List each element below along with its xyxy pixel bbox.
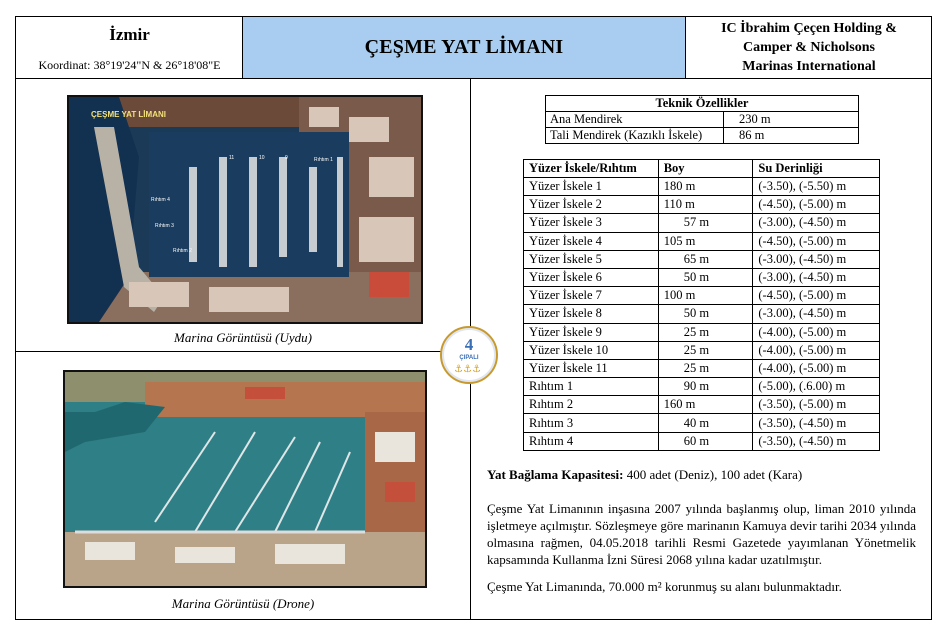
pier-label-11: 11 bbox=[229, 155, 235, 161]
rihtim-4-label: Rıhtım 4 bbox=[151, 197, 170, 203]
pier-depth: (-3.50), (-5.50) m bbox=[753, 178, 880, 196]
pier-length: 90 m bbox=[658, 378, 753, 396]
pier-depth: (-3.00), (-4.50) m bbox=[753, 214, 880, 232]
table-row bbox=[524, 250, 880, 268]
table-row bbox=[524, 268, 880, 286]
spec-value: 230 m bbox=[724, 112, 859, 128]
pier-name: Yüzer İskele 10 bbox=[524, 341, 659, 359]
history-paragraph: Çeşme Yat Limanının inşasına 2007 yılında başlanmış olup, liman 2010 yılında işletmeye açılmıştır. Sözleşmeye göre marinanın Kamuya devir tarihi 2034 yılında olmasına rağmen, 04.05.2018 tarihli Resmi Gazetede yayımlanan Yönetmelik kapsamında Kullanma İzni Süresi 2068 yılına kadar uzatılmıştır. bbox=[487, 501, 916, 567]
spec-name: Tali Mendirek (Kazıklı İskele) bbox=[546, 128, 724, 144]
pier-depth: (-3.50), (-4.50) m bbox=[753, 432, 880, 450]
satellite-caption: Marina Görüntüsü (Uydu) bbox=[174, 330, 312, 345]
spec-name: Ana Mendirek bbox=[546, 112, 724, 128]
city-name: İzmir bbox=[109, 25, 150, 44]
pier-length: 65 m bbox=[658, 250, 753, 268]
table-row bbox=[524, 341, 880, 359]
pier-depth: (-4.50), (-5.00) m bbox=[753, 232, 880, 250]
pier-depth: (-4.00), (-5.00) m bbox=[753, 341, 880, 359]
table-row bbox=[524, 414, 880, 432]
drone-caption: Marina Görüntüsü (Drone) bbox=[171, 596, 315, 611]
pier-depth: (-3.50), (-5.00) m bbox=[753, 396, 880, 414]
rihtim-2-label: Rıhtım 2 bbox=[173, 248, 192, 254]
location-cell bbox=[16, 17, 243, 79]
table-row bbox=[524, 378, 880, 396]
pier-depth: (-4.00), (-5.00) m bbox=[753, 323, 880, 341]
table-row bbox=[524, 196, 880, 214]
pier-name: Yüzer İskele 11 bbox=[524, 359, 659, 377]
pier-depth: (-4.00), (-5.00) m bbox=[753, 359, 880, 377]
pier-name: Yüzer İskele 6 bbox=[524, 268, 659, 286]
piers-table bbox=[523, 159, 880, 451]
title-cell bbox=[243, 17, 686, 79]
technical-specs-title: Teknik Özellikler bbox=[546, 96, 859, 112]
pier-label-9: 9 bbox=[285, 155, 288, 161]
capacity-line bbox=[487, 466, 917, 483]
svg-text:⚓: ⚓ bbox=[472, 364, 481, 375]
anchor-rating-logo bbox=[440, 326, 498, 384]
rihtim-3-label: Rıhtım 3 bbox=[155, 223, 174, 229]
pier-length: 50 m bbox=[658, 305, 753, 323]
table-row bbox=[524, 232, 880, 250]
pier-length: 110 m bbox=[658, 196, 753, 214]
logo-text: ÇIPALI bbox=[459, 355, 479, 361]
pier-length: 25 m bbox=[658, 341, 753, 359]
pier-depth: (-3.00), (-4.50) m bbox=[753, 250, 880, 268]
pier-name: Yüzer İskele 8 bbox=[524, 305, 659, 323]
capacity-label: Yat Bağlama Kapasitesi: bbox=[487, 467, 624, 482]
table-row bbox=[546, 128, 859, 144]
pier-length: 25 m bbox=[658, 323, 753, 341]
col-header-name: Yüzer İskele/Rıhtım bbox=[524, 160, 659, 178]
pier-name: Rıhtım 1 bbox=[524, 378, 659, 396]
svg-text:⚓: ⚓ bbox=[454, 364, 463, 375]
col-header-length: Boy bbox=[658, 160, 753, 178]
pier-name: Rıhtım 4 bbox=[524, 432, 659, 450]
pier-length: 40 m bbox=[658, 414, 753, 432]
svg-text:⚓: ⚓ bbox=[463, 364, 472, 375]
pier-name: Rıhtım 3 bbox=[524, 414, 659, 432]
table-row bbox=[524, 396, 880, 414]
owner-line-2: Camper & Nicholsons bbox=[743, 40, 875, 55]
pier-depth: (-3.00), (-4.50) m bbox=[753, 305, 880, 323]
pier-depth: (-4.50), (-5.00) m bbox=[753, 287, 880, 305]
table-row bbox=[524, 214, 880, 232]
pier-length: 160 m bbox=[658, 396, 753, 414]
table-row bbox=[524, 323, 880, 341]
info-sheet bbox=[15, 16, 932, 620]
photo-divider bbox=[16, 351, 470, 352]
coordinates: Koordinat: 38°19'24"N & 26°18'08"E bbox=[38, 58, 221, 72]
pier-depth: (-5.00), (.6.00) m bbox=[753, 378, 880, 396]
pier-name: Rıhtım 2 bbox=[524, 396, 659, 414]
satellite-title-label: ÇEŞME YAT LİMANI bbox=[91, 110, 166, 119]
anchor-icon bbox=[454, 364, 481, 375]
table-row bbox=[546, 112, 859, 128]
pier-name: Yüzer İskele 5 bbox=[524, 250, 659, 268]
table-row bbox=[524, 178, 880, 196]
pier-length: 50 m bbox=[658, 268, 753, 286]
pier-length: 60 m bbox=[658, 432, 753, 450]
pier-name: Yüzer İskele 7 bbox=[524, 287, 659, 305]
pier-depth: (-4.50), (-5.00) m bbox=[753, 196, 880, 214]
table-row bbox=[524, 287, 880, 305]
pier-name: Yüzer İskele 9 bbox=[524, 323, 659, 341]
pier-name: Yüzer İskele 2 bbox=[524, 196, 659, 214]
table-row bbox=[524, 432, 880, 450]
col-header-depth: Su Derinliği bbox=[753, 160, 880, 178]
piers-table-body bbox=[524, 178, 880, 451]
owner-cell bbox=[686, 17, 932, 79]
rihtim-1-label: Rıhtım 1 bbox=[314, 157, 333, 163]
pier-length: 105 m bbox=[658, 232, 753, 250]
table-row bbox=[524, 359, 880, 377]
pier-name: Yüzer İskele 1 bbox=[524, 178, 659, 196]
owner-line-3: Marinas International bbox=[742, 59, 876, 74]
pier-length: 25 m bbox=[658, 359, 753, 377]
pier-depth: (-3.00), (-4.50) m bbox=[753, 268, 880, 286]
table-row bbox=[524, 305, 880, 323]
pier-name: Yüzer İskele 4 bbox=[524, 232, 659, 250]
pier-length: 57 m bbox=[658, 214, 753, 232]
pier-length: 180 m bbox=[658, 178, 753, 196]
pier-depth: (-3.50), (-4.50) m bbox=[753, 414, 880, 432]
page-title: ÇEŞME YAT LİMANI bbox=[364, 36, 564, 58]
owner-line-1: IC İbrahim Çeçen Holding & bbox=[721, 21, 897, 36]
technical-specs-table bbox=[545, 95, 859, 144]
spec-value: 86 m bbox=[724, 128, 859, 144]
protected-area-paragraph: Çeşme Yat Limanında, 70.000 m² korunmuş su alanı bulunmaktadır. bbox=[487, 579, 842, 594]
pier-name: Yüzer İskele 3 bbox=[524, 214, 659, 232]
pier-length: 100 m bbox=[658, 287, 753, 305]
logo-number: 4 bbox=[464, 335, 474, 354]
pier-label-10: 10 bbox=[259, 155, 265, 161]
drone-image bbox=[63, 370, 427, 588]
capacity-value: 400 adet (Deniz), 100 adet (Kara) bbox=[623, 467, 803, 482]
satellite-image bbox=[67, 95, 423, 324]
